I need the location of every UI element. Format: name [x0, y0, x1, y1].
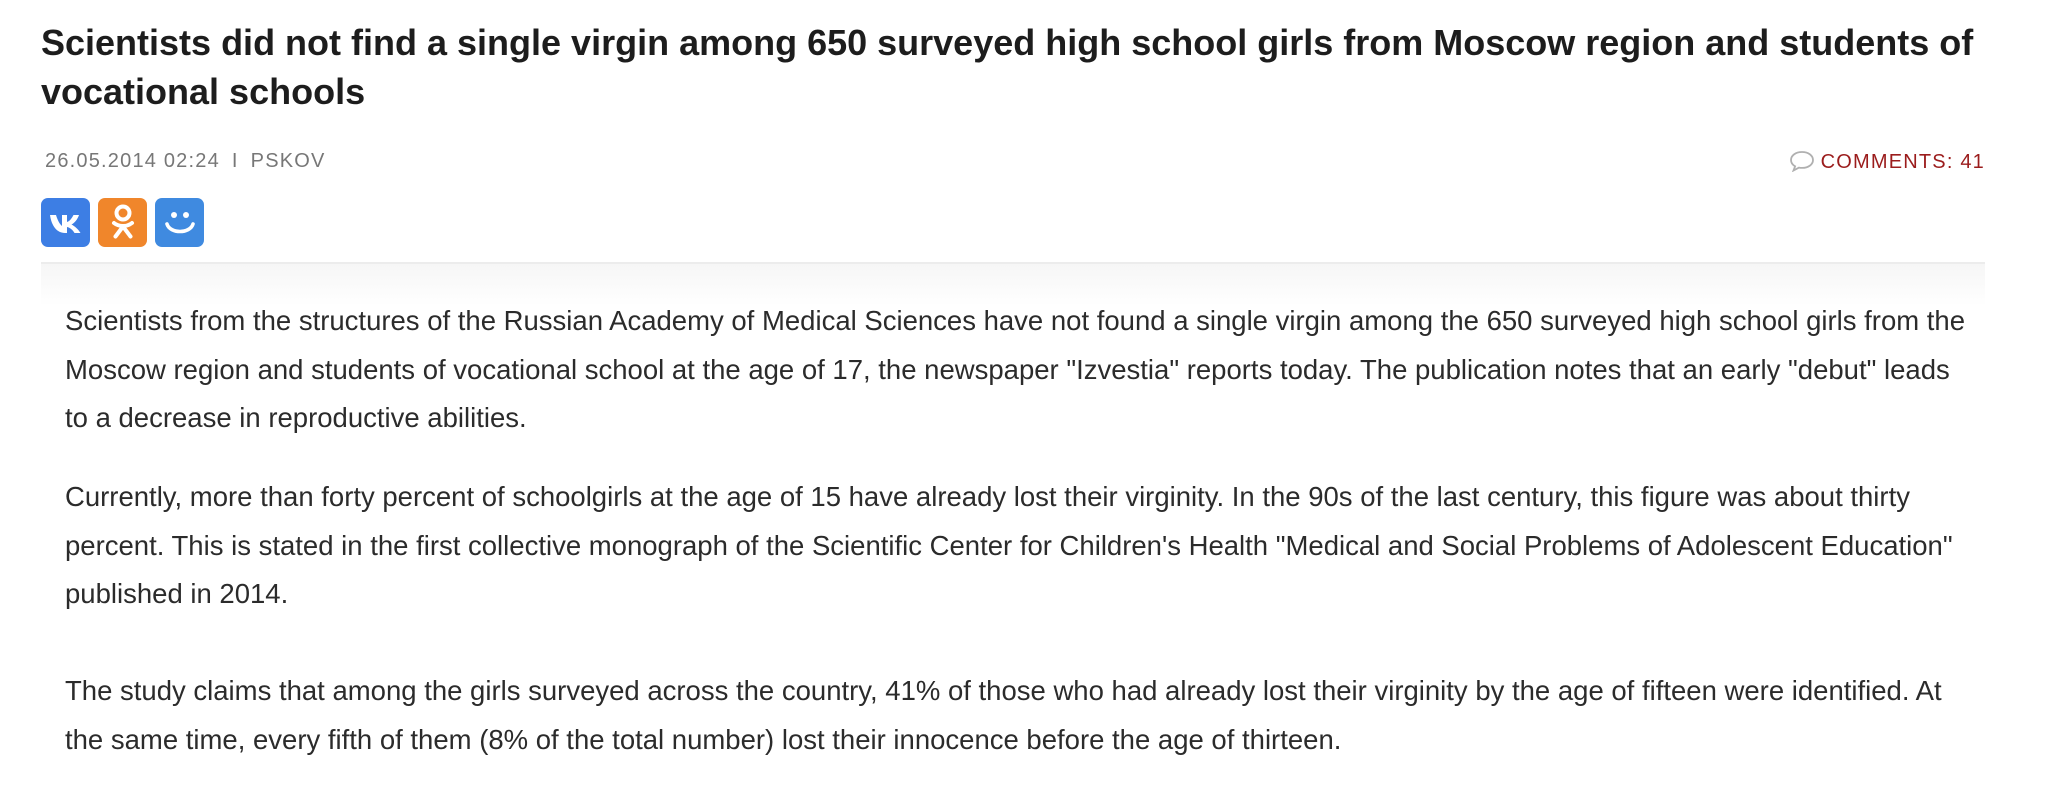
share-vk-button[interactable]	[41, 198, 90, 247]
share-moimir-button[interactable]	[155, 198, 204, 247]
comments-count[interactable]: COMMENTS: 41	[1820, 151, 1985, 173]
article-meta-left	[45, 150, 326, 173]
moimir-icon	[163, 208, 197, 238]
article-paragraph: The study claims that among the girls surveyed across the country, 41% of those who had already lost their virginity by the age of fifteen were identified. At the same time, every fifth of them (8% of the total number) lost their innocence before the age of thirteen.	[65, 675, 1942, 755]
article-paragraph: Currently, more than forty percent of schoolgirls at the age of 15 have already lost their virginity. In the 90s of the last century, this figure was about thirty percent. This is stated in the first collective monograph of the Scientific Center for Children's Health "Medical and Social Problems of Adolescent Education" published in 2014.	[65, 481, 1953, 609]
share-ok-button[interactable]	[98, 198, 147, 247]
comments-link[interactable]	[1789, 150, 1985, 174]
vk-icon	[49, 212, 83, 234]
publish-date: 26.05.2014 02:24	[45, 150, 220, 172]
odnoklassniki-icon	[109, 204, 137, 242]
article-meta	[45, 150, 1985, 176]
article-paragraph: Scientists from the structures of the Russian Academy of Medical Sciences have not found a single virgin among the 650 surveyed high school girls from the Moscow region and students of vocational school at the age of 17, the newspaper "Izvestia" reports today. The publication notes that an early "debut" leads to a decrease in reproductive abilities.	[65, 305, 1966, 433]
meta-separator: I	[231, 150, 239, 172]
article-title: Scientists did not find a single virgin among 650 surveyed high school girls from Moscow region and students of vocational schools	[41, 22, 1974, 112]
share-buttons	[41, 198, 204, 248]
article-location: PSKOV	[250, 150, 326, 172]
comment-bubble-icon	[1789, 150, 1815, 172]
